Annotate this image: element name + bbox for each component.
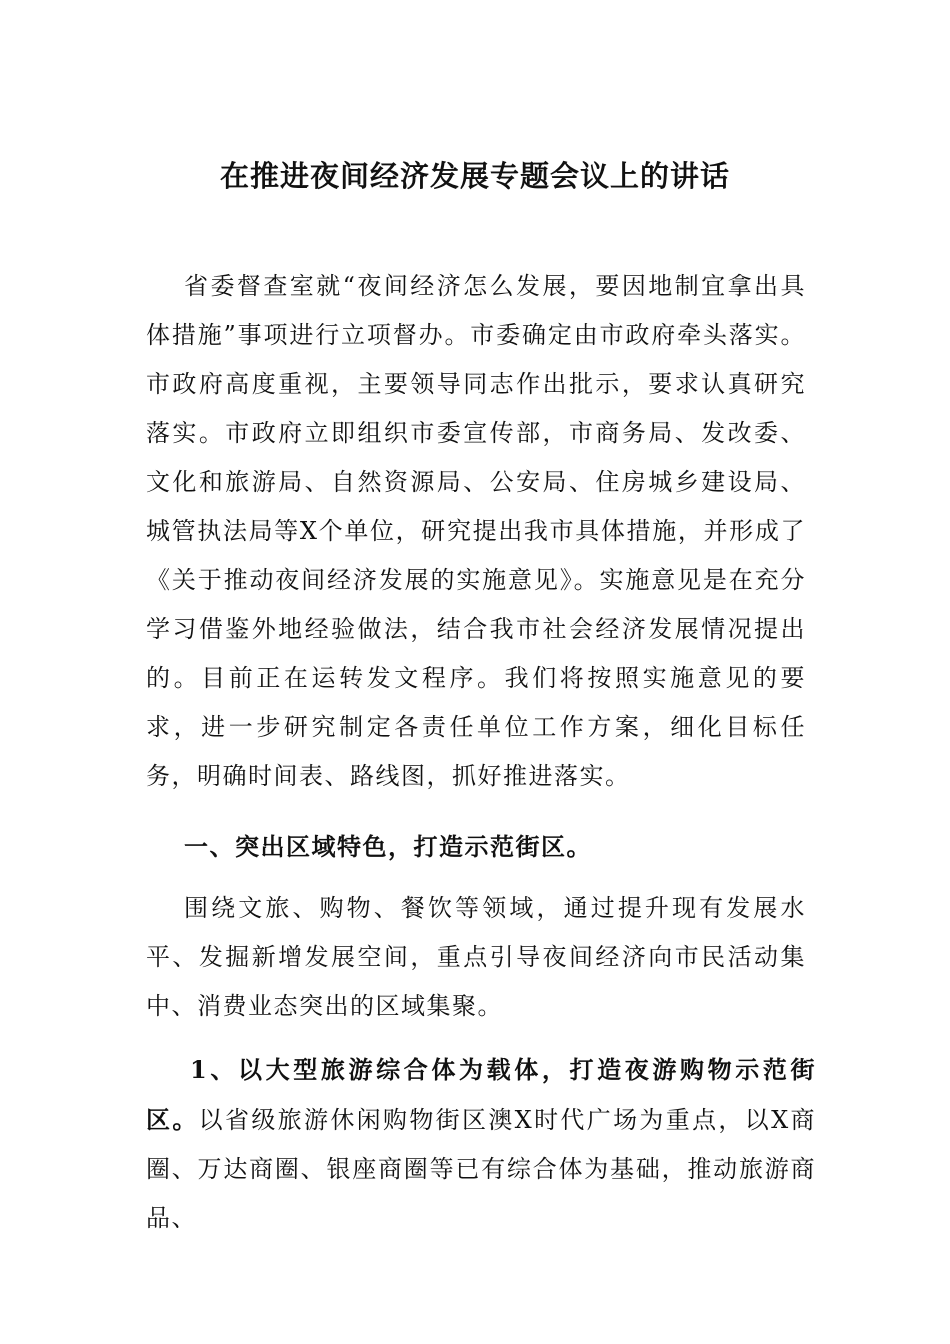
body-paragraph: 省委督查室就“夜间经济怎么发展，要因地制宜拿出具体措施”事项进行立项督办。市委确定由市政府牵头落实。市政府高度重视，主要领导同志作出批示，要求认真研究落实。市政府立即组织市委宣传部，市商务局、发改委、文化和旅游局、自然资源局、公安局、住房城乡建设局、城管执法局等X个单位，研究提出我市具体措施，并形成了《关于推动夜间经济发展的实施意见》。实施意见是在充分学习借鉴外地经验做法，结合我市社会经济发展情况提出的。目前正在运转发文程序。我们将按照实施意见的要求，进一步研究制定各责任单位工作方案，细化目标任务，明确时间表、路线图，抓好推进落实。 <box>146 272 806 790</box>
section-heading: 一、突出区域特色，打造示范街区。 <box>184 832 592 861</box>
subsection-paragraph <box>146 1045 816 1243</box>
subsection-heading: 1、以大型旅游综合体为载体，打造夜游购物示范街区。 <box>146 1055 816 1134</box>
document-title: 在推进夜间经济发展专题会议上的讲话 <box>219 159 730 193</box>
body-paragraph: 围绕文旅、购物、餐饮等领域，通过提升现有发展水平、发掘新增发展空间，重点引导夜间经济向市民活动集中、消费业态突出的区域集聚。 <box>146 894 806 1020</box>
body-text: 以省级旅游休闲购物街区澳X时代广场为重点，以X商圈、万达商圈、银座商圈等已有综合体为基础，推动旅游商品、 <box>146 1106 817 1232</box>
